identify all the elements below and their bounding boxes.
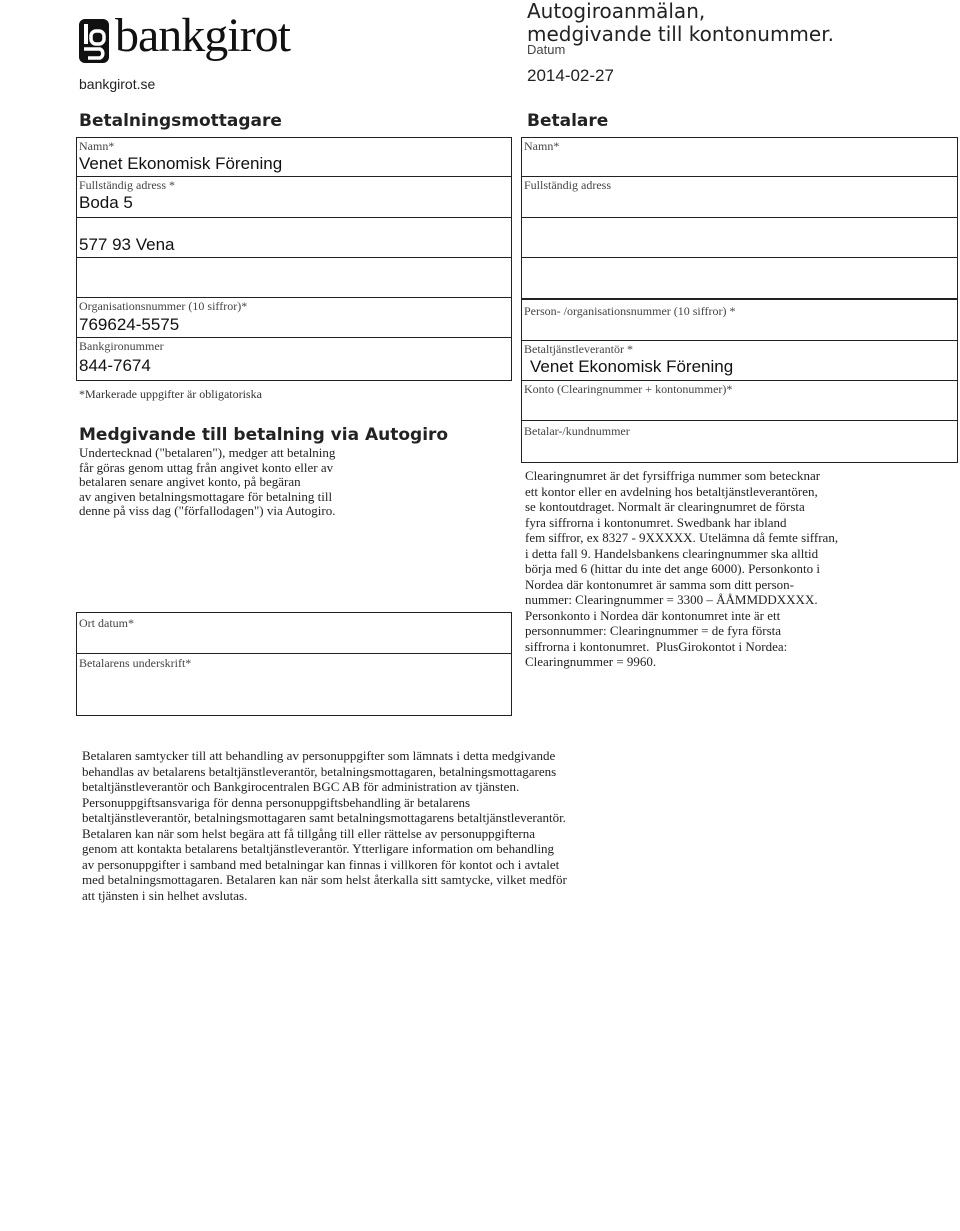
recipient-name-value: Venet Ekonomisk Förening: [79, 154, 283, 173]
payer-details-box: [521, 299, 958, 463]
payer-name-field[interactable]: [522, 138, 957, 177]
recipient-name-label: Namn*: [79, 139, 115, 153]
recipient-name-field[interactable]: [77, 138, 511, 177]
place-date-field[interactable]: [77, 613, 511, 654]
payer-address-line1-field[interactable]: [522, 177, 957, 218]
consent-text: Undertecknad ("betalaren"), medger att betalning får göras genom uttag från angivet konto eller av betalaren senare angivet konto, på begäran av angiven betalningsmottagare för betalning till denne på viss dag ("förfallodagen") via Autogiro.: [79, 445, 336, 518]
date-label: Datum: [527, 42, 566, 57]
recipient-box: [76, 137, 512, 381]
payer-account-field[interactable]: [522, 381, 957, 421]
payer-name-label: Namn*: [524, 139, 560, 153]
payer-customer-label: Betalar-/kundnummer: [524, 424, 630, 438]
payer-top-box: [521, 137, 958, 299]
form-title-line1: Autogiroanmälan,: [527, 0, 706, 23]
form-title-line2: medgivande till kontonummer.: [527, 22, 834, 46]
recipient-address-line1-field[interactable]: [77, 177, 511, 218]
date-value[interactable]: 2014-02-27: [527, 66, 614, 85]
payer-customer-field[interactable]: [522, 421, 957, 462]
signature-box: [76, 612, 512, 716]
bankgirot-logo-mark: [79, 19, 109, 63]
required-note: *Markerade uppgifter är obligatoriska: [79, 387, 262, 401]
website-link[interactable]: bankgirot.se: [79, 76, 156, 92]
clearing-info-text: Clearingnumret är det fyrsiffriga nummer som betecknar ett kontor eller en avdelning hos betaltjänstleverantören, se kontoutdraget. Normalt är clearingnumret de första fyra siffrorna i kontonumret. Swedbank har ibland fem siffror, ex 8327 - 9XXXXX. Utelämna då femte siffran, i detta fall 9. Handelsbankens clearingnummer ska alltid börja med 6 (hittar du inte det ange 6000). Personkonto i Nordea där kontonumret är samma som ditt person- nummer: Clearingnummer = 3300 – ÅÅMMDDXXXX. Personkonto i Nordea där kontonumret inte är ett personnummer: Clearingnummer = de fyra första siffrorna i kontonumret. PlusGirokontot i Nordea: Clearingnummer = 9960.: [525, 468, 839, 669]
payer-address-line2-field[interactable]: [522, 218, 957, 258]
bankgirot-logo: [79, 9, 319, 68]
recipient-address-line2-field[interactable]: [77, 218, 511, 258]
payer-provider-label: Betaltjänstleverantör *: [524, 342, 633, 356]
signature-label: Betalarens underskrift*: [79, 656, 192, 670]
payer-address-label: Fullständig adress: [524, 178, 611, 192]
payer-provider-field[interactable]: [522, 341, 957, 381]
payer-provider-value: Venet Ekonomisk Förening: [530, 357, 734, 376]
recipient-bankgiro-value: 844-7674: [79, 356, 151, 375]
payer-personnr-label: Person- /organisationsnummer (10 siffror) *: [524, 304, 736, 318]
payer-heading: Betalare: [527, 111, 609, 131]
recipient-heading: Betalningsmottagare: [79, 111, 282, 131]
recipient-bankgiro-field[interactable]: [77, 338, 511, 380]
recipient-orgnr-label: Organisationsnummer (10 siffror)*: [79, 299, 248, 313]
bankgirot-logo-text: bankgirot: [115, 9, 290, 62]
recipient-address-line1: Boda 5: [79, 193, 133, 212]
form-title: [527, 0, 834, 46]
payer-address-line3-field[interactable]: [522, 258, 957, 298]
recipient-orgnr-field[interactable]: [77, 298, 511, 338]
recipient-address-label: Fullständig adress *: [79, 178, 175, 192]
privacy-text: Betalaren samtycker till att behandling av personuppgifter som lämnats i detta medgivande behandlas av betalarens betaltjänstleverantör, betalningsmottagaren, betalningsmottagarens betaltjänstleverantör och Bankgirocentralen BGC AB för administration av tjänsten. Personuppgiftsansvariga för denna personuppgiftsbehandling är betalarens betaltjänstleverantör, betalningsmottagaren samt betalningsmottagarens betaltjänstleverantör. Betalaren kan när som helst begära att få tillgång till eller rättelse av personuppgifterna genom att kontakta betalarens betaltjänstleverantör. Ytterligare information om behandling av personuppgifter i samband med betalningar kan finnas i villkoren för kontot och i avtalet med betalningsmottagaren. Betalaren kan när som helst återkalla sitt samtycke, vilket medför att tjänsten i sin helhet avslutas.: [82, 748, 567, 903]
payer-personnr-field[interactable]: [522, 300, 957, 341]
recipient-address-line3-field[interactable]: [77, 258, 511, 298]
place-date-label: Ort datum*: [79, 616, 134, 630]
consent-heading: Medgivande till betalning via Autogiro: [79, 425, 449, 445]
recipient-address-line2: 577 93 Vena: [79, 235, 175, 254]
recipient-orgnr-value: 769624-5575: [79, 315, 180, 334]
signature-field[interactable]: [77, 654, 511, 715]
payer-account-label: Konto (Clearingnummer + kontonummer)*: [524, 382, 733, 396]
recipient-bankgiro-label: Bankgironummer: [79, 339, 164, 353]
